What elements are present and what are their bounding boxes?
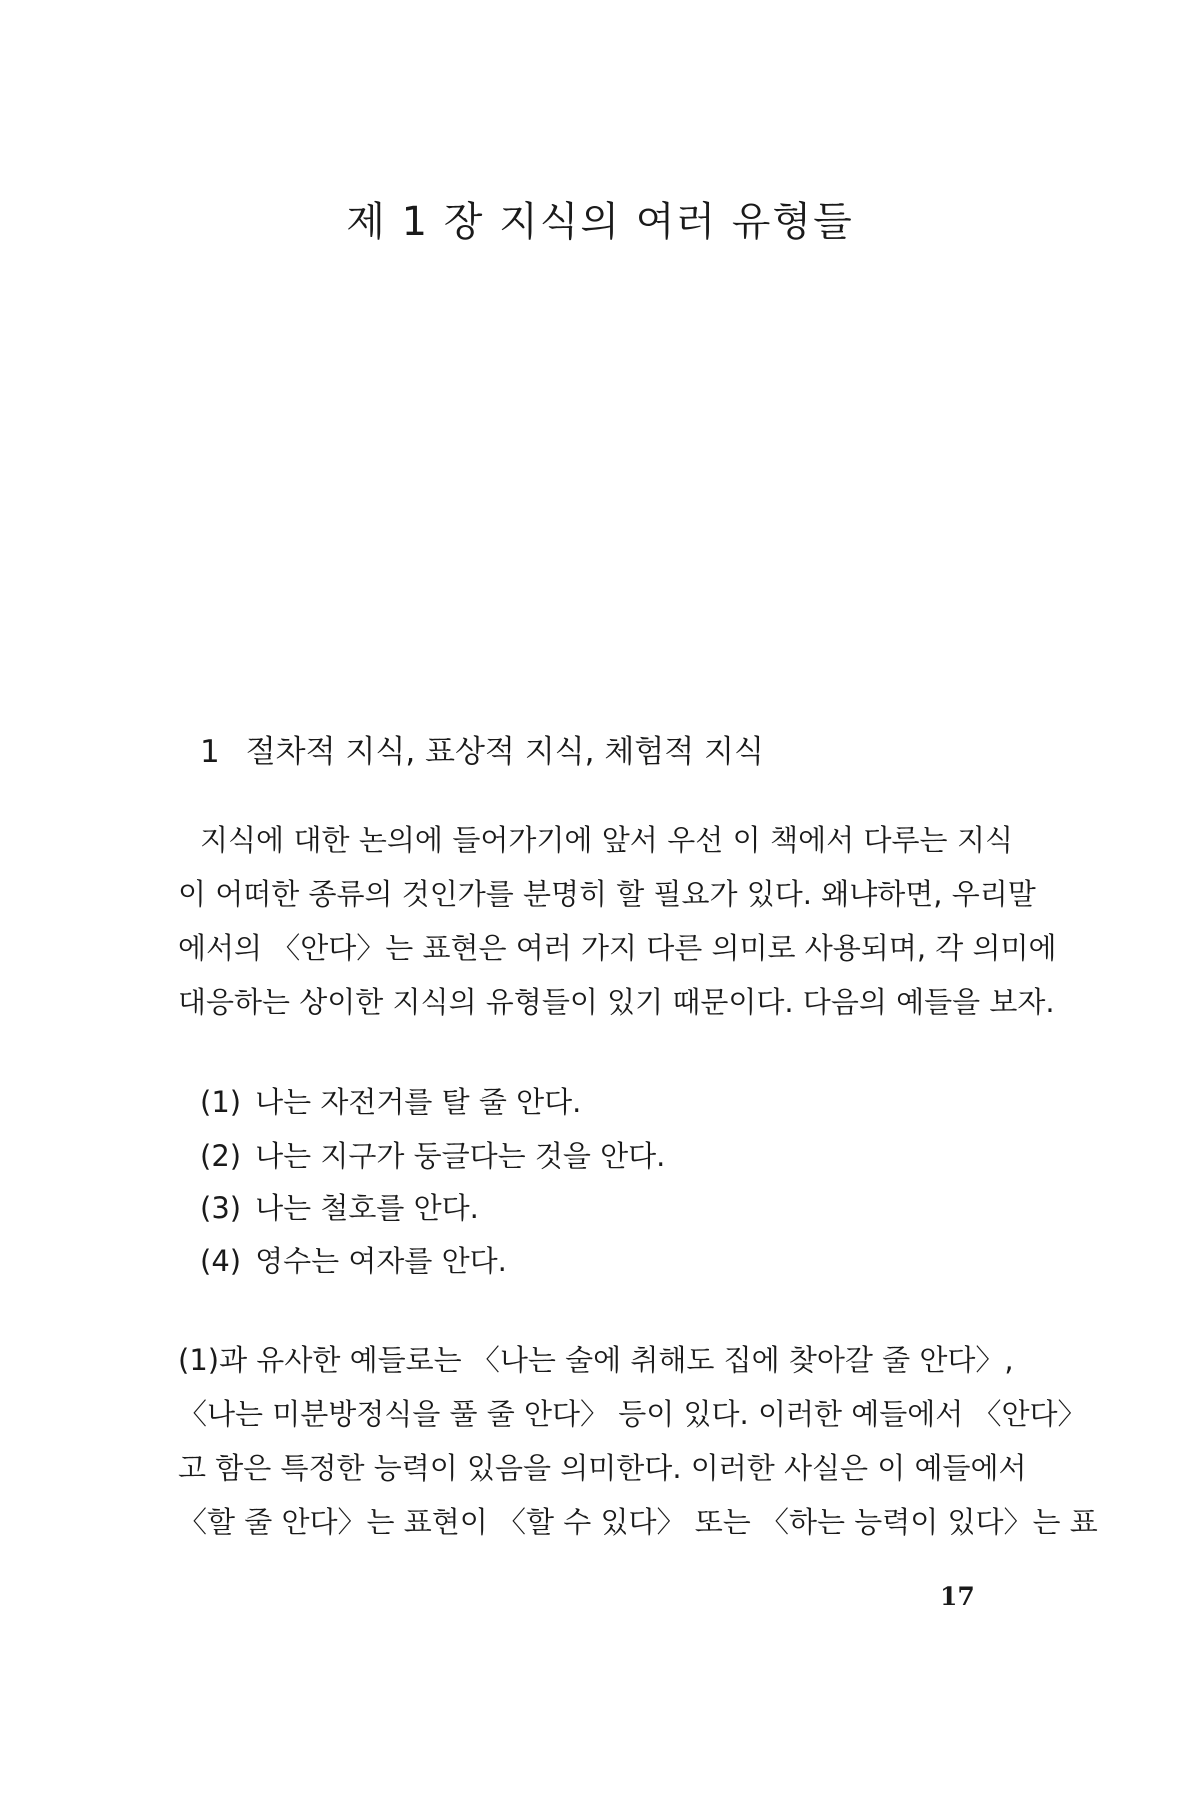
example-number: (2) (200, 1139, 242, 1173)
example-number: (1) (200, 1085, 242, 1119)
paragraph-line: 대응하는 상이한 지식의 유형들이 있기 때문이다. 다음의 예들을 보자. (178, 985, 1055, 1019)
example-number: (3) (200, 1191, 242, 1225)
example-item (200, 1241, 507, 1281)
example-text: 나는 철호를 안다. (255, 1191, 479, 1225)
paragraph-line: 에서의 〈안다〉는 표현은 여러 가지 다른 의미로 사용되며, 각 의미에 (178, 931, 1057, 965)
chapter-title: 제 1 장 지식의 여러 유형들 (346, 199, 854, 245)
section-title: 절차적 지식, 표상적 지식, 체험적 지식 (245, 734, 764, 770)
example-text: 나는 자전거를 탈 줄 안다. (255, 1085, 582, 1119)
section-heading (200, 726, 764, 771)
paragraph-line: 지식에 대한 논의에 들어가기에 앞서 우선 이 책에서 다루는 지식 (200, 823, 1013, 857)
example-item (200, 1188, 479, 1228)
paragraph-line: 고 함은 특정한 능력이 있음을 의미한다. 이러한 사실은 이 예들에서 (178, 1451, 1027, 1485)
example-text: 영수는 여자를 안다. (255, 1244, 507, 1278)
example-item (200, 1082, 581, 1122)
page-number: 17 (940, 1582, 975, 1611)
section-number: 1 (200, 734, 220, 770)
paragraph-line: 이 어떠한 종류의 것인가를 분명히 할 필요가 있다. 왜냐하면, 우리말 (178, 877, 1036, 911)
paragraph-line: 〈나는 미분방정식을 풀 줄 안다〉 등이 있다. 이러한 예들에서 〈안다〉 (178, 1397, 1087, 1431)
example-number: (4) (200, 1244, 242, 1278)
paragraph-line: (1)과 유사한 예들로는 〈나는 술에 취해도 집에 찾아갈 줄 안다〉, (178, 1343, 1014, 1377)
example-item (200, 1136, 665, 1176)
example-text: 나는 지구가 둥글다는 것을 안다. (255, 1139, 666, 1173)
paragraph-line: 〈할 줄 안다〉는 표현이 〈할 수 있다〉 또는 〈하는 능력이 있다〉는 표 (178, 1505, 1098, 1539)
